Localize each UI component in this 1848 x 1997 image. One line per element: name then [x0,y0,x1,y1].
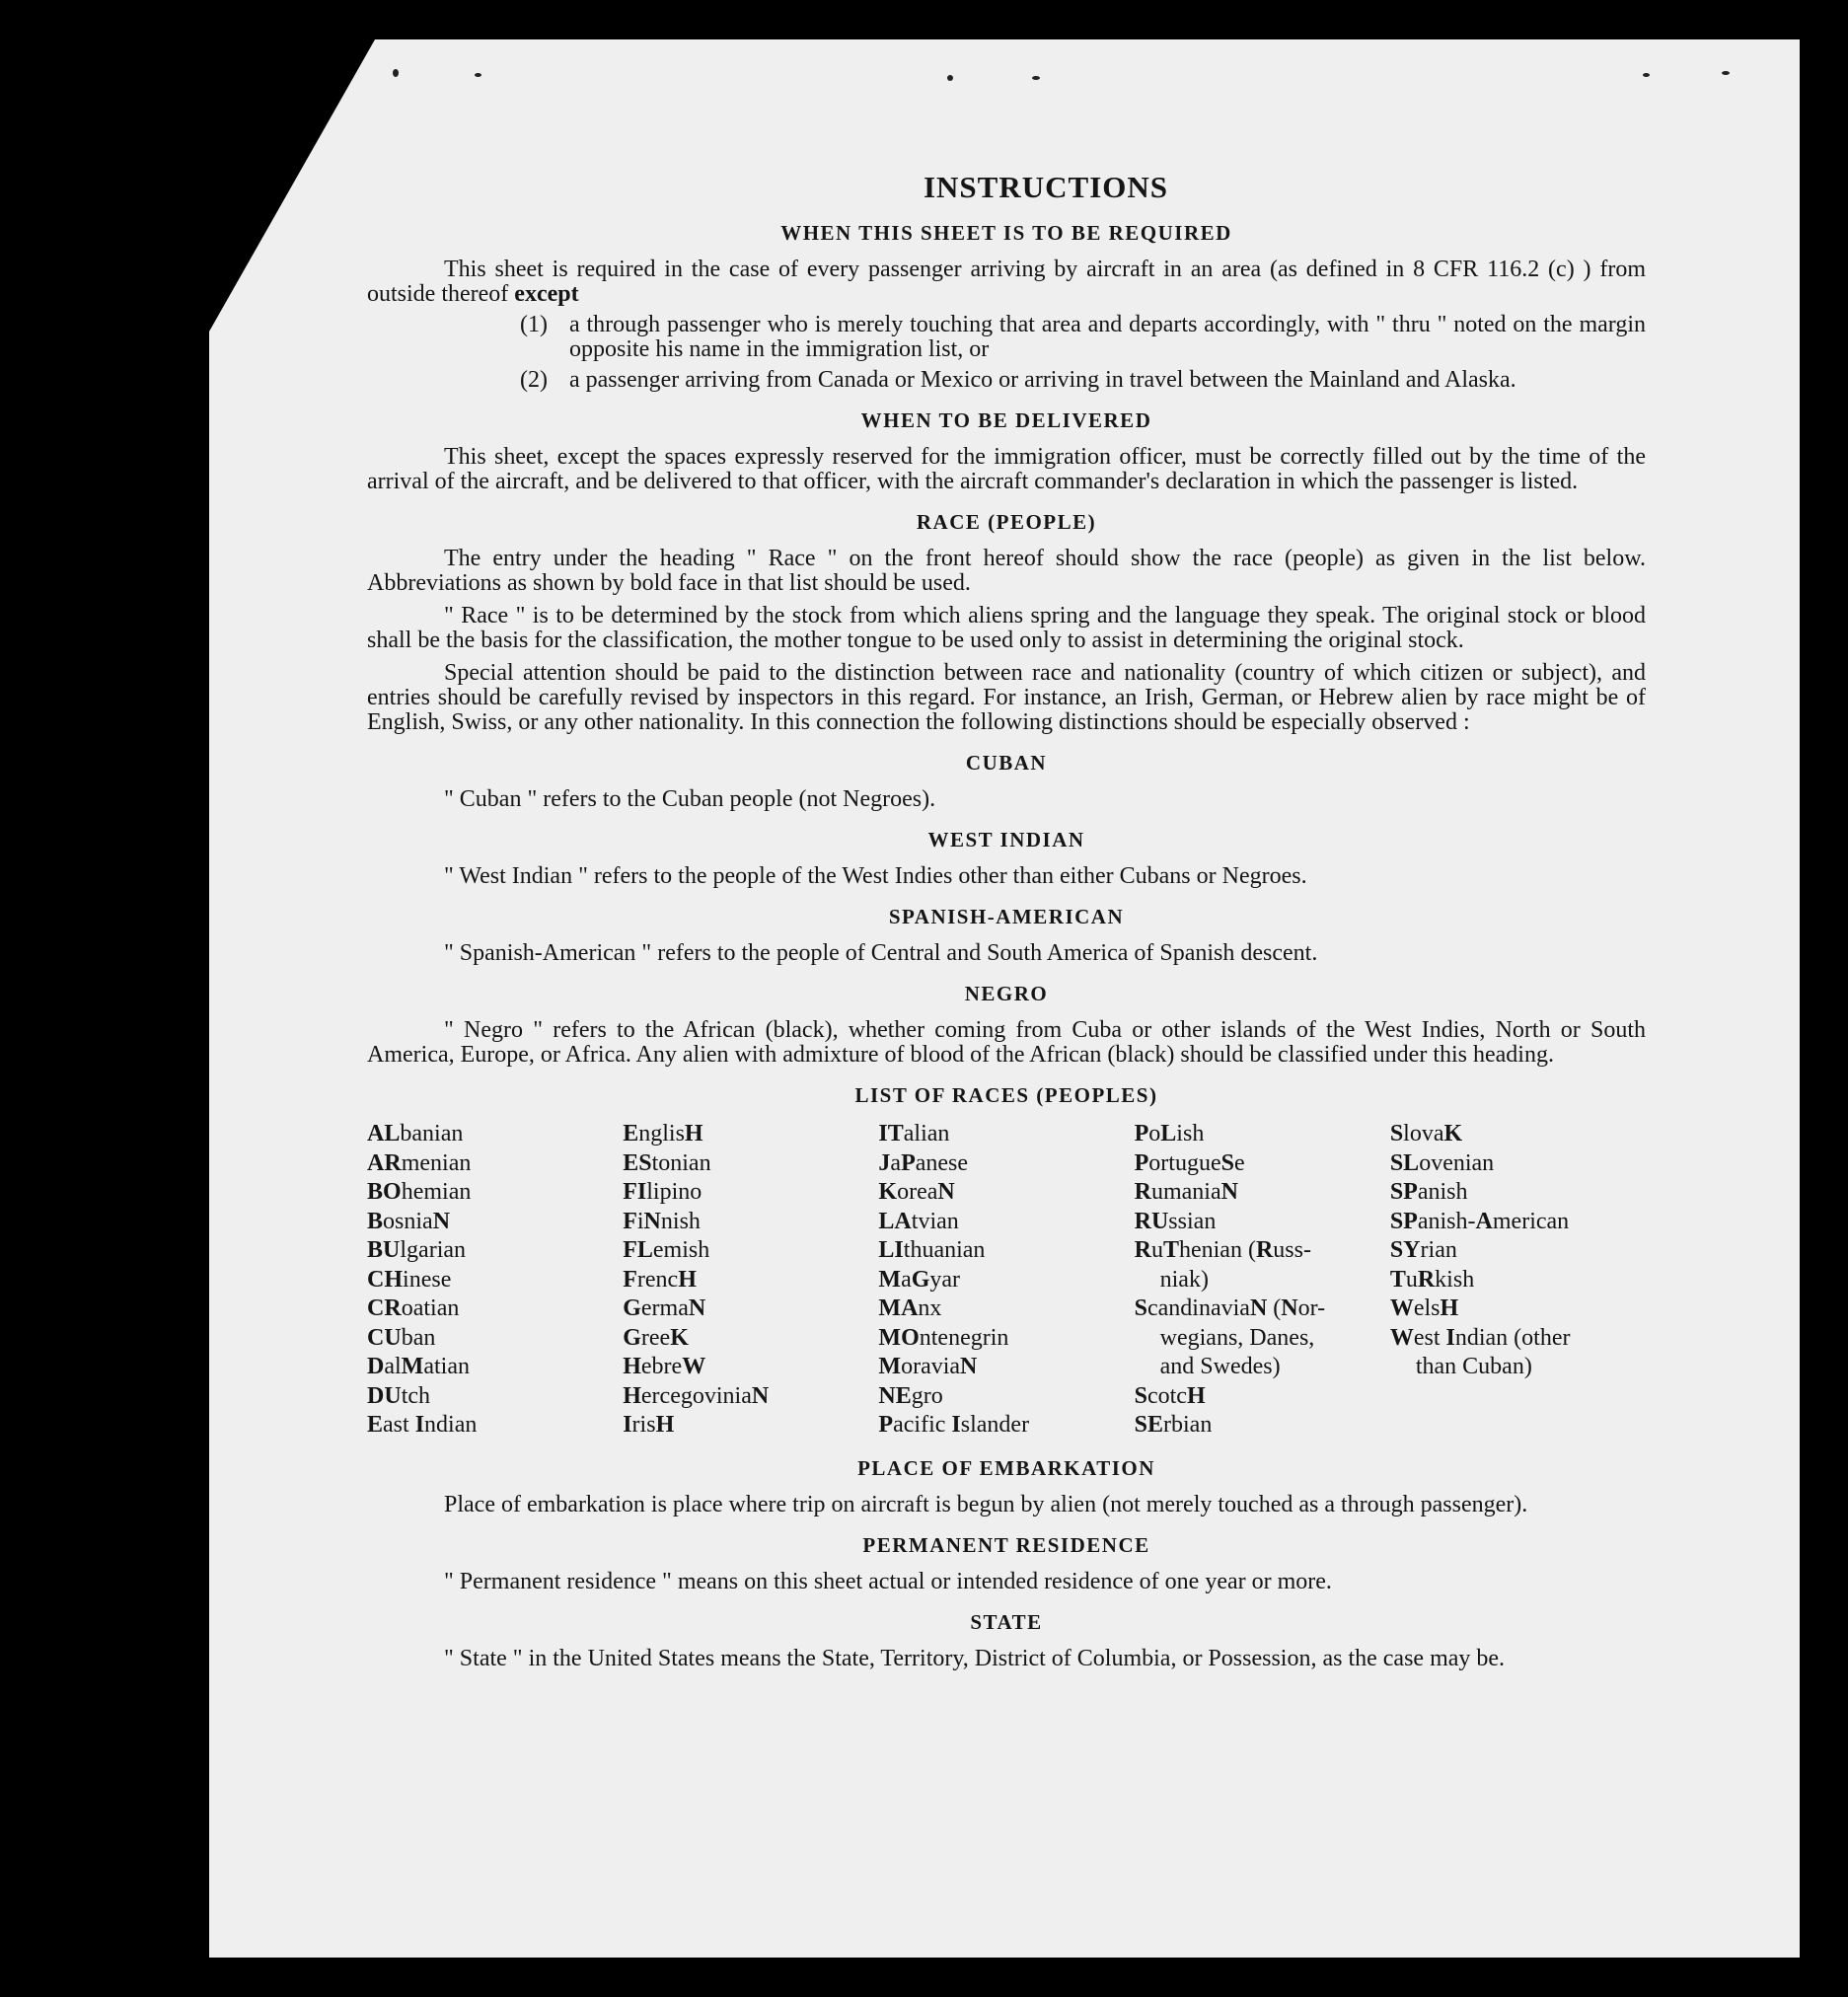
race-paragraph-3: Special attention should be paid to the distinction between race and nationality (country of which citizen or subject), and entries should be carefully revised by inspectors in this regard. For instance, an Irish, German, or Hebrew alien by race might be of English, Swiss, or any other nationality. In this connection the following distinctions should be especially observed : [367,660,1646,735]
heading-spanish-american: SPANISH-AMERICAN [888,905,1125,928]
race-entry: HebreW [623,1354,706,1379]
ink-speck [393,69,399,77]
race-entry: LAtvian [878,1208,959,1234]
heading-race: RACE (PEOPLE) [916,510,1097,534]
race-entry: ScandinaviaN (Nor- [1134,1295,1326,1321]
race-entry: BUlgarian [367,1237,467,1263]
race-entry: NEgro [878,1382,943,1409]
races-column-1 [367,1120,623,1441]
race-entry: ALbanian [367,1121,464,1146]
race-entry: FLemish [623,1237,710,1263]
race-entry: ARmenian [367,1149,472,1176]
race-entry: PoLish [1134,1121,1205,1146]
race-entry: SlovaK [1389,1121,1463,1146]
race-entry: niak) [1159,1266,1209,1293]
ink-speck [947,75,953,81]
race-entry: RumaniaN [1134,1179,1238,1205]
race-entry: East Indian [367,1412,478,1438]
race-entry: LIthuanian [878,1237,986,1263]
race-entry: FrencH [623,1266,697,1293]
delivered-text: This sheet, except the spaces expressly reserved for the immigration officer, must be correctly filled out by the time of the arrival of the aircraft, and be delivered to that officer, with the aircraft commander's declaration in which the passenger is listed. [367,444,1646,494]
heading-place-of-embarkation: PLACE OF EMBARKATION [857,1455,1155,1480]
race-entry: MOntenegrin [878,1324,1009,1351]
race-entry: HercegoviniaN [623,1382,770,1409]
race-entry: SPanish [1389,1179,1468,1205]
race-entry: CRoatian [367,1295,460,1321]
race-entry: SPanish-American [1389,1208,1570,1234]
exception-item-2: (2) a passenger arriving from Canada or Mexico or arriving in travel between the Mainland and Alaska. [520,367,1516,393]
race-entry: RUssian [1134,1208,1217,1234]
race-entry: RuThenian (Russ- [1134,1237,1311,1263]
embarkation-text: Place of embarkation is place where trip on aircraft is begun by alien (not merely touched as a through passenger). [444,1491,1528,1517]
race-entry: IrisH [623,1412,675,1438]
races-column-3 [878,1120,1134,1441]
state-text: " State " in the United States means the State, Territory, District of Columbia, or Possession, as the case may be. [444,1645,1506,1671]
race-entry: EnglisH [623,1121,703,1146]
race-entry: JaPanese [878,1149,969,1176]
race-entry: TuRkish [1389,1266,1475,1293]
except-bold: except [514,281,579,307]
west-indian-text: " West Indian " refers to the people of the West Indies other than either Cubans or Negroes. [444,863,1307,889]
race-entry: GermaN [623,1295,706,1321]
residence-text: " Permanent residence " means on this sheet actual or intended residence of one year or more. [444,1568,1332,1594]
ink-speck [1643,73,1650,77]
race-entry: West Indian (other [1389,1324,1571,1351]
race-paragraph-2: " Race " is to be determined by the stock from which aliens spring and the language they speak. The original stock or blood shall be the basis for the classification, the mother tongue to be used only to assist in determining the original stock. [367,603,1646,653]
race-entry: and Swedes) [1159,1354,1281,1379]
heading-permanent-residence: PERMANENT RESIDENCE [862,1532,1150,1557]
race-entry: DalMatian [367,1354,470,1379]
heading-list-of-races: LIST OF RACES (PEOPLES) [854,1083,1158,1107]
race-entry: BosniaN [367,1208,451,1234]
race-entry: MoraviaN [878,1354,978,1379]
race-entry: FIlipino [623,1179,702,1205]
cuban-text: " Cuban " refers to the Cuban people (not Negroes). [444,786,936,812]
exception-item-1: (1) a through passenger who is merely touching that area and departs accordingly, with " thru " noted on the margin opposite his name in the immigration list, or [520,312,1646,362]
race-entry: Pacific Islander [878,1412,1030,1438]
heading-state: STATE [970,1609,1043,1634]
race-entry: GreeK [623,1324,689,1351]
ink-speck [1032,76,1040,80]
race-entry: WelsH [1389,1295,1459,1321]
race-entry: MaGyar [878,1266,961,1293]
ink-speck [1722,71,1730,75]
race-entry: than Cuban) [1415,1354,1532,1379]
heading-west-indian: WEST INDIAN [927,828,1085,851]
negro-text: " Negro " refers to the African (black), whether coming from Cuba or other islands of the West Indies, North or South America, Europe, or Africa. Any alien with admixture of blood of the African (black) should be classified under this heading. [367,1017,1646,1068]
spanish-american-text: " Spanish-American " refers to the people of Central and South America of Spanish descent. [444,940,1318,966]
race-entry: ITalian [878,1121,950,1146]
race-entry: ScotcH [1134,1382,1206,1409]
race-entry: SYrian [1389,1237,1457,1263]
page-title: INSTRUCTIONS [923,170,1168,204]
race-paragraph-1: The entry under the heading " Race " on the front hereof should show the race (people) as given in the list below. Abbreviations as shown by bold face in that list should be used. [367,546,1646,596]
instructions-content [367,158,1646,1671]
race-entry: PortugueSe [1134,1149,1245,1176]
race-entry: wegians, Danes, [1159,1324,1315,1351]
race-entry: MAnx [878,1295,942,1321]
races-list [367,1120,1646,1441]
race-entry: FiNnish [623,1208,701,1234]
races-column-2 [623,1120,878,1441]
heading-cuban: CUBAN [965,751,1048,775]
heading-when-required: WHEN THIS SHEET IS TO BE REQUIRED [780,221,1232,245]
race-entry: CUban [367,1324,436,1351]
ink-speck [475,73,481,77]
races-column-5 [1390,1120,1646,1441]
required-intro: This sheet is required in the case of every passenger arriving by aircraft in an area (as defined in 8 CFR 116.2 (c) ) from outside thereof except [367,257,1646,307]
races-column-4 [1135,1120,1390,1441]
race-entry: KoreaN [878,1179,955,1205]
heading-negro: NEGRO [964,982,1049,1005]
race-entry: DUtch [367,1382,431,1409]
race-entry: BOhemian [367,1179,472,1205]
race-entry: CHinese [367,1266,452,1293]
race-entry: EStonian [623,1149,711,1176]
race-entry: SLovenian [1389,1149,1495,1176]
heading-when-delivered: WHEN TO BE DELIVERED [860,408,1152,432]
race-entry: SErbian [1134,1412,1213,1438]
